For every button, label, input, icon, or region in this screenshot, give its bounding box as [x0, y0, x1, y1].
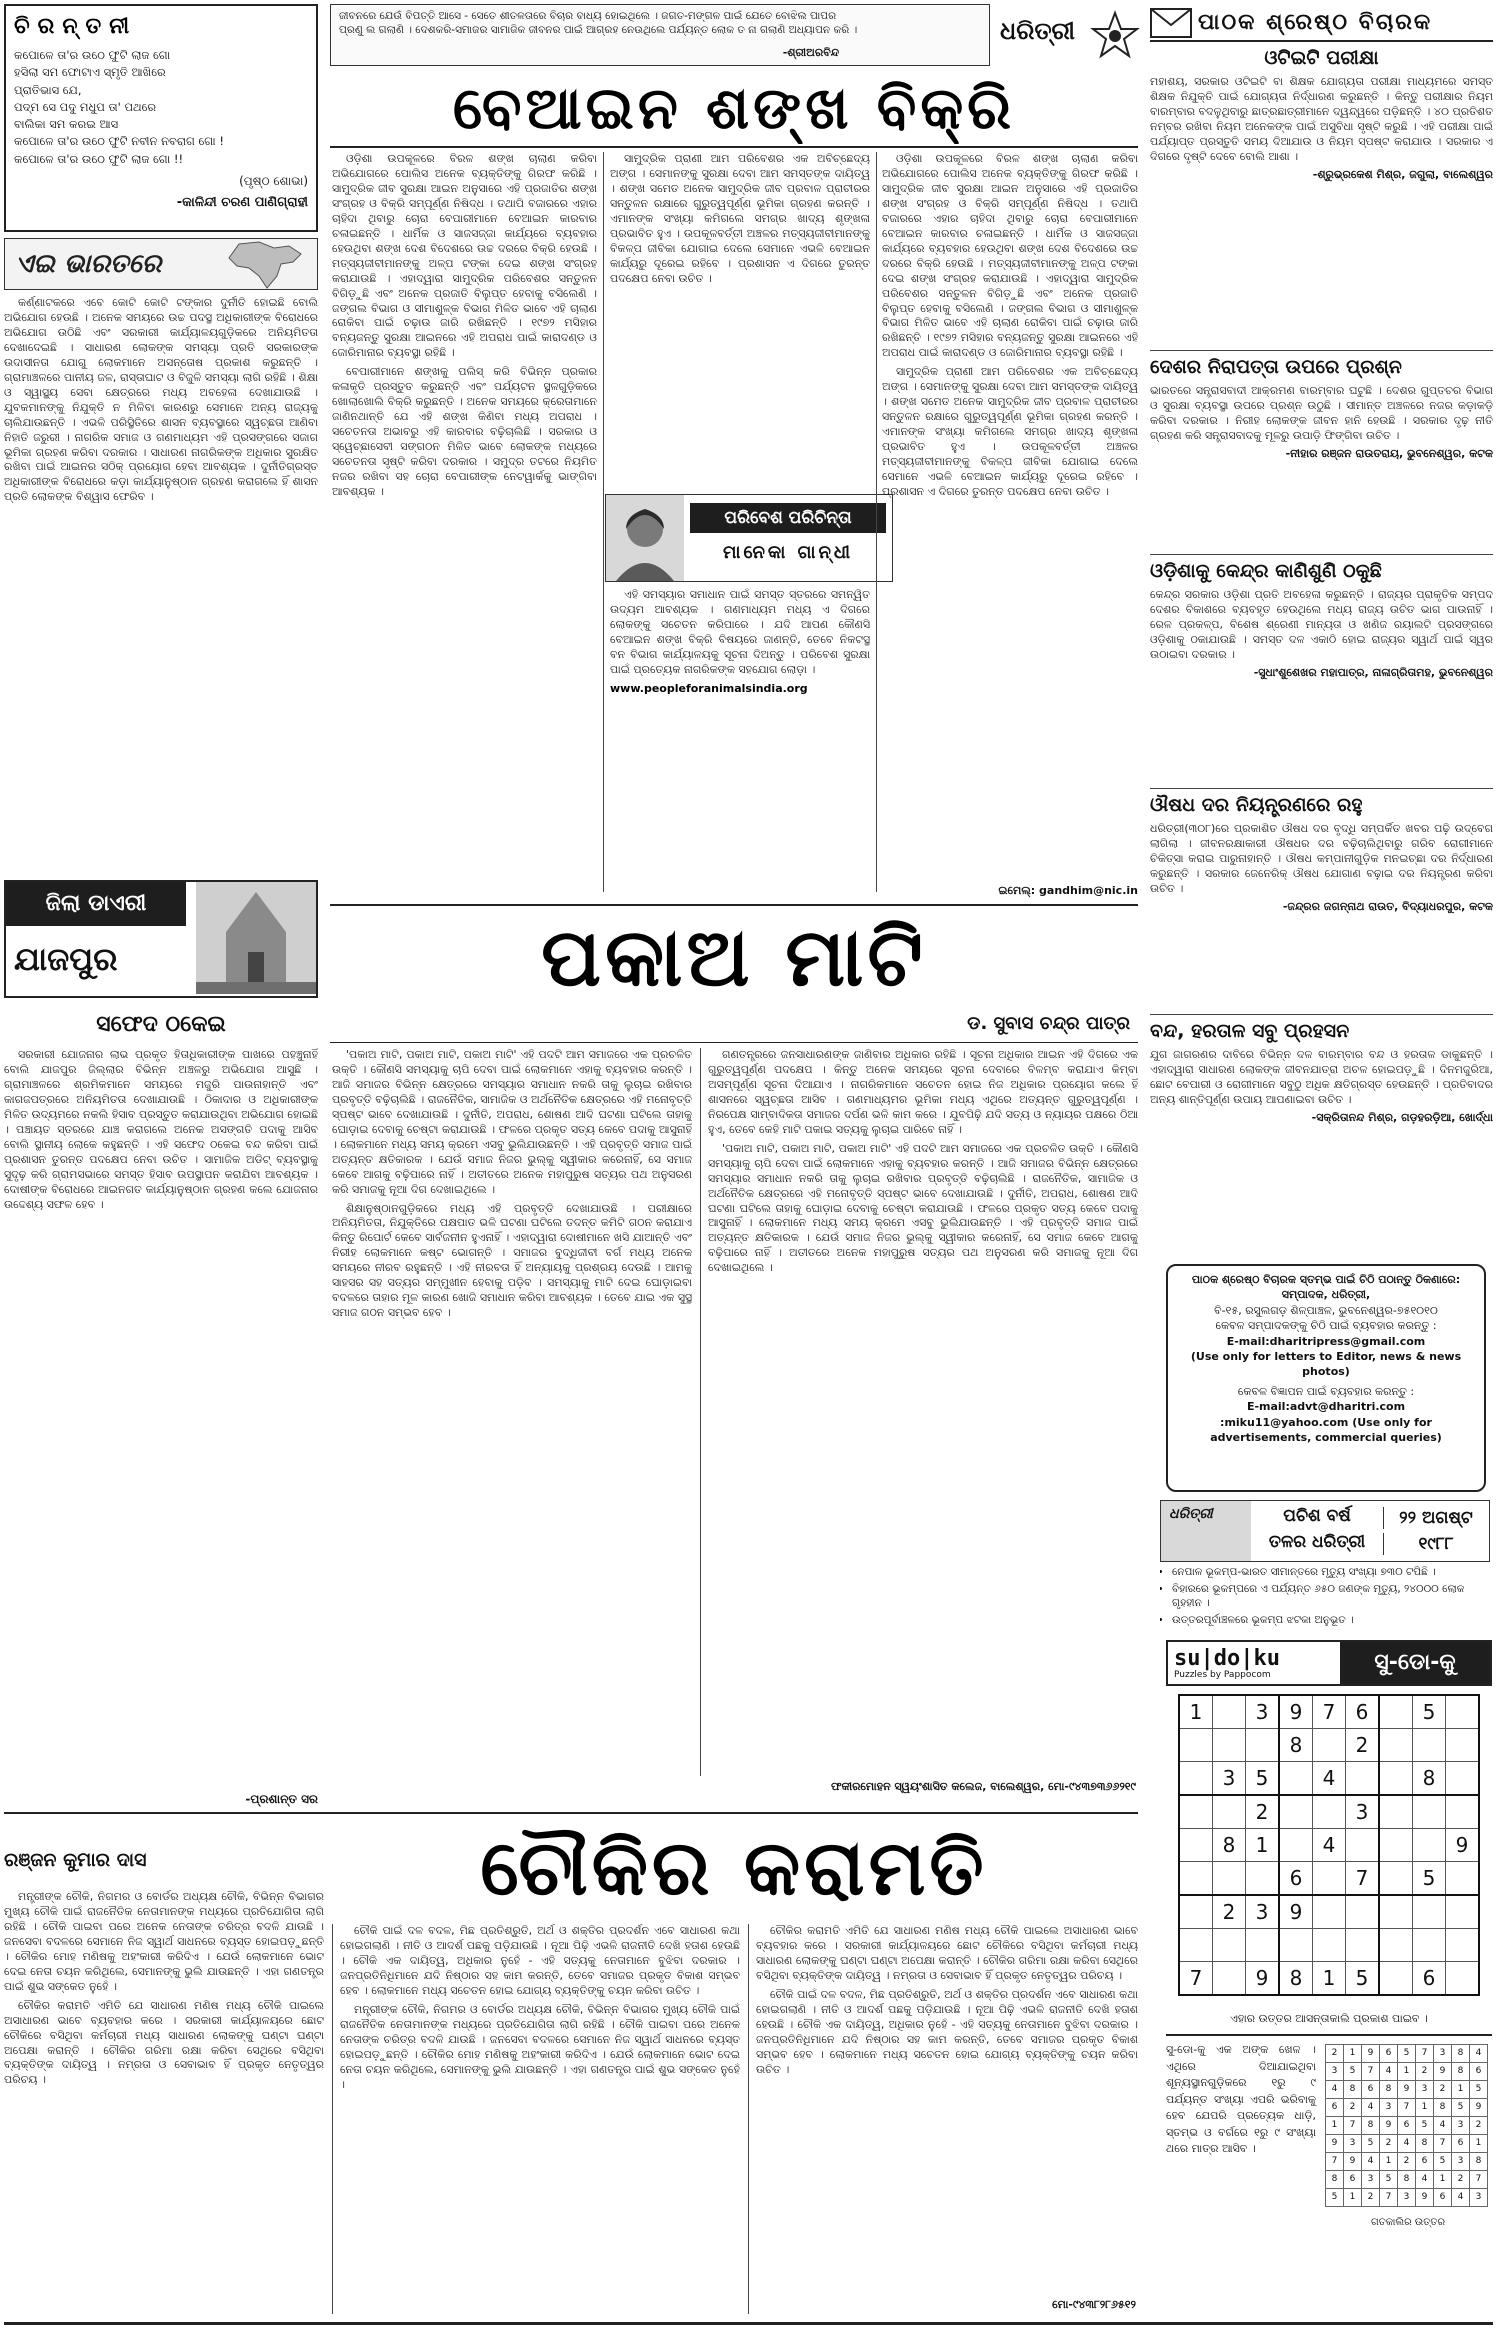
- solution-cell: 6: [1452, 2135, 1470, 2153]
- chirantani-title: ଚିରନ୍ତନୀ: [14, 14, 138, 39]
- solution-cell: 7: [1344, 2117, 1362, 2135]
- jilla-diary-box: [4, 880, 318, 998]
- solution-cell: 8: [1326, 2171, 1344, 2189]
- solution-cell: 5: [1398, 2045, 1416, 2063]
- archive-item: • ନେପାଳ ଭୂକମ୍ପ-ଭାରତ ସୀମାନ୍ତରେ ମୃତ୍ୟୁ ସଂଖ୍ୟା ୭୩୦ ଟପିଛି ।: [1172, 1566, 1490, 1580]
- chauki-divider-2: [748, 1924, 749, 2314]
- sudoku-cell[interactable]: 1: [1179, 1695, 1213, 1729]
- ebharat-header: [4, 238, 318, 290]
- solution-cell: 2: [1470, 2117, 1488, 2135]
- letter-1-author: -ଶ୍ରୁଭ୍ରକେଶ ମିଶ୍ର, ଜଗୁଲା, ବାଲେଶ୍ୱର: [1312, 167, 1493, 181]
- pakaa-col2: [708, 1048, 1138, 1776]
- sudoku-cell[interactable]: 8: [1213, 1829, 1246, 1862]
- sudoku-cell[interactable]: [1413, 1795, 1446, 1829]
- solution-cell: 3: [1452, 2153, 1470, 2171]
- solution-cell: 6: [1434, 2189, 1452, 2207]
- solution-cell: 9: [1470, 2099, 1488, 2117]
- sudoku-cell[interactable]: 6: [1346, 1695, 1380, 1729]
- solution-cell: 6: [1416, 2153, 1434, 2171]
- sudoku-cell[interactable]: [1346, 1829, 1380, 1862]
- page-bottom-rule: [4, 2322, 1493, 2325]
- columnist-name: ମାନେକା ଗାନ୍ଧୀ: [722, 542, 854, 563]
- lead-col2-lower: [610, 588, 870, 898]
- solution-cell: 9: [1380, 2117, 1398, 2135]
- contact-line5: କେବଳ ବିଜ୍ଞାପନ ପାଇଁ ବ୍ୟବହାର କରନ୍ତୁ :: [1237, 1384, 1415, 1398]
- sudoku-cell[interactable]: [1446, 1795, 1480, 1829]
- contact-box: [1166, 1264, 1486, 1492]
- solution-cell: 4: [1380, 2063, 1398, 2081]
- lead-col2b-text: ସାମୁଦ୍ରିକ ପ୍ରାଣୀ ଆମ ପରିବେଶର ଏକ ଅବିଚ୍ଛେଦ୍ୟ ଅଙ୍ଗ । ସେମାନଙ୍କୁ ସୁରକ୍ଷା ଦେବା ଆମ ସମସ୍ତଙ୍କ ଦାୟିତ୍ୱ । ଶଙ୍ଖ ସମେତ ଅନେକ ସାମୁଦ୍ରିକ ଜୀବ ପ୍ରବାଳ ପ୍ରାଚୀରର ସନ୍ତୁଳନ ରକ୍ଷାରେ ଗୁରୁତ୍ୱପୂର୍ଣ୍ଣ ଭୂମିକା ଗ୍ରହଣ କରନ୍ତି । ଏମାନଙ୍କ ସଂଖ୍ୟା କମିଗଲେ ସମଗ୍ର ଖାଦ୍ୟ ଶୃଙ୍ଖଳା ପ୍ରଭାବିତ ହୁଏ । ଉପକୂଳବର୍ତ୍ତୀ ଅଞ୍ଚଳର ମତ୍ସ୍ୟଜୀବୀମାନଙ୍କୁ ବିକଳ୍ପ ଜୀବିକା ଯୋଗାଇ ଦେଲେ ସେମାନେ ଏଭଳି ବେଆଇନ କାର୍ଯ୍ୟରୁ ଦୂରେଇ ରହିବେ । ପ୍ରଶାସନ ଏ ଦିଗରେ ତୁରନ୍ତ ପଦକ୍ଷେପ ନେବା ଉଚିତ ।: [610, 152, 870, 285]
- letter-5: [1150, 1014, 1493, 1258]
- sudoku-cell[interactable]: 3: [1246, 1895, 1280, 1929]
- sudoku-cell[interactable]: 6: [1413, 1962, 1446, 1996]
- sudoku-cell[interactable]: 3: [1346, 1795, 1380, 1829]
- sudoku-cell[interactable]: [1413, 1829, 1446, 1862]
- sudoku-cell[interactable]: [1213, 1795, 1246, 1829]
- sudoku-solution-grid: [1325, 2044, 1488, 2207]
- sudoku-cell[interactable]: 4: [1313, 1829, 1346, 1862]
- solution-cell: 3: [1434, 2045, 1452, 2063]
- archive-date2: ୧୯୮୮: [1383, 1533, 1488, 1555]
- contact-note1: (Use only for letters to Editor, news & news photos): [1190, 1349, 1462, 1379]
- sudoku-cell[interactable]: [1379, 1729, 1413, 1762]
- archive-list: [1160, 1566, 1490, 1634]
- sudoku-puzzle: [1166, 1694, 1492, 2008]
- lead-headline: ବେଆଇନ ଶଙ୍ଖ ବିକ୍ରି: [452, 74, 1016, 142]
- letter-2-author: -ନୀହାର ରଞ୍ଜନ ରାଉତରାୟ, ଭୁବନେଶ୍ୱର, କଟକ: [1285, 446, 1493, 460]
- letter-3: [1150, 554, 1493, 784]
- columnist-box: [605, 494, 893, 582]
- solution-cell: 5: [1362, 2135, 1380, 2153]
- solution-cell: 5: [1344, 2063, 1362, 2081]
- sudoku-cell[interactable]: [1213, 1929, 1246, 1962]
- solution-cell: 9: [1434, 2063, 1452, 2081]
- solution-cell: 9: [1398, 2081, 1416, 2099]
- sudoku-cell[interactable]: [1279, 1829, 1313, 1862]
- solution-cell: 8: [1470, 2153, 1488, 2171]
- sudoku-cell[interactable]: 8: [1413, 1762, 1446, 1796]
- solution-cell: 8: [1416, 2135, 1434, 2153]
- contact-line1: ପାଠକ ଶ୍ରେଷ୍ଠ ବିଚାରକ ସ୍ତମ୍ଭ ପାଇଁ ଚିଠି ପଠାନ୍ତୁ ଠିକଣାରେ:: [1191, 1273, 1461, 1286]
- sudoku-cell[interactable]: [1413, 1895, 1446, 1929]
- india-map-icon: [219, 240, 309, 290]
- archive-line1: ପଚିଶ ବର୍ଷ: [1283, 1506, 1351, 1526]
- solution-cell: 4: [1398, 2135, 1416, 2153]
- pakaa-col2-text: ଗଣତନ୍ତ୍ରରେ ଜନସାଧାରଣଙ୍କ ଜାଣିବାର ଅଧିକାର ରହିଛି । ସୂଚନା ଅଧିକାର ଆଇନ ଏହି ଦିଗରେ ଏକ ଗୁରୁତ୍ୱପୂର୍ଣ୍ଣ ପଦକ୍ଷେପ । କିନ୍ତୁ ଅନେକ ସମୟରେ ସୂଚନା ଦେବାରେ ବିଳମ୍ବ କରାଯାଏ କିମ୍ବା ଅସମ୍ପୂର୍ଣ୍ଣ ସୂଚନା ଦିଆଯାଏ । ନାଗରିକମାନେ ସଚେତନ ହୋଇ ନିଜ ଅଧିକାର ପ୍ରୟୋଗ କଲେ ହିଁ ଶାସନରେ ସ୍ୱଚ୍ଛତା ଆସିବ । ଗଣମାଧ୍ୟମର ଭୂମିକା ମଧ୍ୟ ଏଥିରେ ଅତ୍ୟନ୍ତ ଗୁରୁତ୍ୱପୂର୍ଣ୍ଣ । ନିରପେକ୍ଷ ସାମ୍ବାଦିକତା ସମାଜର ଦର୍ପଣ ଭଳି କାମ କରେ । ଯୁବପିଢ଼ି ଯଦି ସତ୍ୟ ଓ ନ୍ୟାୟର ପକ୍ଷରେ ଠିଆ ହୁଏ, ତେବେ କେହି ମାଟି ପକାଇ ସତ୍ୟକୁ ଲୁଚାଇ ପାରିବେ ନାହିଁ ।: [708, 1048, 1138, 1136]
- solution-cell: 6: [1326, 2099, 1344, 2117]
- solution-cell: 3: [1380, 2099, 1398, 2117]
- lead-col2: [610, 152, 870, 492]
- letters-header: [1150, 4, 1493, 42]
- solution-cell: 7: [1326, 2153, 1344, 2171]
- solution-cell: 7: [1398, 2099, 1416, 2117]
- letter-3-body: କେନ୍ଦ୍ର ସରକାର ଓଡ଼ିଶା ପ୍ରତି ଅବହେଳା କରୁଛନ୍ତି । ରାଜ୍ୟର ପ୍ରାକୃତିକ ସମ୍ପଦ ଦେଶର ବିକାଶରେ ବ୍ୟବହୃତ ହେଉଥିଲେ ମଧ୍ୟ ରାଜ୍ୟ ଉଚିତ ଭାଗ ପାଉନାହିଁ । ରେଳ ପ୍ରକଳ୍ପ, ବିଶେଷ ଶ୍ରେଣୀ ମାନ୍ୟତା ଓ ଖଣିଜ ରୟାଲଟି ପ୍ରସଙ୍ଗରେ ଓଡ଼ିଶାକୁ ଠକାଯାଉଛି । ସମସ୍ତ ଦଳ ଏକାଠି ହୋଇ ରାଜ୍ୟର ସ୍ୱାର୍ଥ ପାଇଁ ସ୍ୱର ଉଠାଇବା ଦରକାର ।: [1150, 588, 1493, 661]
- sudoku-brand: su|do|ku: [1174, 1646, 1280, 1671]
- pakaa-col1: [332, 1048, 692, 1776]
- solution-cell: 4: [1416, 2171, 1434, 2189]
- letters-title: ପାଠକ ଶ୍ରେଷ୍ଠ ବିଚାରକ: [1198, 10, 1433, 35]
- sudoku-cell[interactable]: [1346, 1895, 1380, 1929]
- sudoku-cell[interactable]: [1179, 1929, 1213, 1962]
- solution-cell: 7: [1362, 2063, 1380, 2081]
- solution-cell: 2: [1326, 2045, 1344, 2063]
- sudoku-cell[interactable]: [1213, 1862, 1246, 1896]
- solution-cell: 2: [1416, 2063, 1434, 2081]
- sudoku-cell[interactable]: [1179, 1729, 1213, 1762]
- jilla-headline: ସଫେଦ ଠକେଇ: [96, 1012, 226, 1037]
- solution-cell: 4: [1362, 2099, 1380, 2117]
- sudoku-rules: ସୁ-ଡୋ-କୁ ଏକ ଅଙ୍କ ଖେଳ । ଏଥିରେ ଦିଆଯାଇଥିବା ଶୂନ୍ୟସ୍ଥାନଗୁଡ଼ିକରେ ୧ରୁ ୯ ପର୍ଯ୍ୟନ୍ତ ସଂଖ୍ୟା ଏପରି ଭରିବାକୁ ହେବ ଯେପରି ପ୍ରତ୍ୟେକ ଧାଡ଼ି, ସ୍ତମ୍ଭ ଓ ବର୍ଗରେ ୧ରୁ ୯ ସଂଖ୍ୟା ଥରେ ମାତ୍ର ଆସିବ ।: [1166, 2043, 1316, 2155]
- sudoku-cell[interactable]: 4: [1313, 1762, 1346, 1796]
- solution-cell: 7: [1434, 2135, 1452, 2153]
- sudoku-credit: Puzzles by Pappocom: [1174, 1670, 1271, 1680]
- solution-cell: 8: [1434, 2099, 1452, 2117]
- sudoku-cell[interactable]: [1379, 1962, 1413, 1996]
- solution-cell: 6: [1470, 2063, 1488, 2081]
- ebharat-text: କର୍ଣ୍ଣାଟକରେ ଏବେ କୋଟି କୋଟି ଟଙ୍କାର ଦୁର୍ନୀତି ହୋଇଛି ବୋଲି ଅଭିଯୋଗ ହେଉଛି । ଅନେକ ସମୟରେ ଉଚ୍ଚ ପଦସ୍ଥ ଅଧିକାରୀଙ୍କ ବିରୋଧରେ ଅଭିଯୋଗ ଉଠିଛି ଏବଂ ସରକାରୀ କାର୍ଯ୍ୟାଳୟଗୁଡ଼ିକରେ ଅନିୟମିତତା ଦେଖାଦେଇଛି । ସାଧାରଣ ଲୋକଙ୍କ ସମସ୍ୟା ପ୍ରତି ସରକାରଙ୍କ ଉଦାସୀନତା ଯୋଗୁ ଲୋକମାନେ ଅସନ୍ତୋଷ ପ୍ରକାଶ କରୁଛନ୍ତି । ଗ୍ରାମାଞ୍ଚଳରେ ପାନୀୟ ଜଳ, ରାସ୍ତାଘାଟ ଓ ବିଜୁଳି ସମସ୍ୟା ଲାଗି ରହିଛି । ଶିକ୍ଷା ଓ ସ୍ୱାସ୍ଥ୍ୟ ସେବା କ୍ଷେତ୍ରରେ ମଧ୍ୟ ଅବହେଳା ଦେଖାଯାଉଛି । ଯୁବକମାନଙ୍କୁ ନିଯୁକ୍ତି ନ ମିଳିବା କାରଣରୁ ସେମାନେ ଅନ୍ୟ ରାଜ୍ୟକୁ ଚାଲିଯାଉଛନ୍ତି । ଏଭଳି ପରିସ୍ଥିତିରେ ଶାସନ ବ୍ୟବସ୍ଥାରେ ସ୍ୱଚ୍ଛତା ଆଣିବା ନିହାତି ଜରୁରୀ । ନାଗରିକ ସମାଜ ଓ ଗଣମାଧ୍ୟମ ଏହି ପ୍ରସଙ୍ଗରେ ସଜାଗ ଭୂମିକା ଗ୍ରହଣ କରିବା ଦରକାର । ସାଧାରଣ ନାଗରିକଙ୍କ ଅଧିକାର ସୁରକ୍ଷିତ ରଖିବା ପାଇଁ ଆଇନର ସଠିକ୍ ପ୍ରୟୋଗ ହେବା ଆବଶ୍ୟକ । ଦୁର୍ନୀତିଗ୍ରସ୍ତ ଅଧିକାରୀଙ୍କ ବିରୋଧରେ କଡ଼ା କାର୍ଯ୍ୟାନୁଷ୍ଠାନ ଗ୍ରହଣ କରାଗଲେ ହିଁ ଶାସନ ପ୍ରତି ଲୋକଙ୍କ ବିଶ୍ୱାସ ଫେରିବ ।: [4, 296, 318, 504]
- sudoku-cell[interactable]: [1413, 1929, 1446, 1962]
- solution-cell: 2: [1434, 2081, 1452, 2099]
- pakaa-col1b-text: ଶିକ୍ଷାନୁଷ୍ଠାନଗୁଡ଼ିକରେ ମଧ୍ୟ ଏହି ପ୍ରବୃତ୍ତି ଦେଖାଯାଉଛି । ପରୀକ୍ଷାରେ ଅନିୟମିତତା, ନିଯୁକ୍ତିରେ ପକ୍ଷପାତ ଭଳି ଘଟଣା ଘଟିଲେ ତଦନ୍ତ କମିଟି ଗଠନ କରାଯାଏ କିନ୍ତୁ ରିପୋର୍ଟ କେବେ ସାର୍ବଜନୀନ ହୁଏନାହିଁ । ଏହାଦ୍ୱାରା ଦୋଷୀମାନେ ଖସି ଯାଆନ୍ତି ଏବଂ ନିରୀହ ଲୋକମାନେ କଷ୍ଟ ଭୋଗନ୍ତି । ସମାଜର ବୁଦ୍ଧିଜୀବୀ ବର୍ଗ ମଧ୍ୟ ଅନେକ ସମୟରେ ନୀରବ ରହୁଛନ୍ତି । ଏହି ନୀରବତା ହିଁ ଅନ୍ୟାୟକୁ ପ୍ରଶ୍ରୟ ଦେଉଛି । ଆମକୁ ସାହସର ସହ ସତ୍ୟର ସମ୍ମୁଖୀନ ହେବାକୁ ପଡ଼ିବ । ସମସ୍ୟାକୁ ମାଟି ଦେଇ ଘୋଡ଼ାଇବା ବଦଳରେ ତାହାର ମୂଳ କାରଣ ଖୋଜି ସମାଧାନ କରିବା ଆବଶ୍ୟକ । ତେବେ ଯାଇ ଏକ ସୁସ୍ଥ ସମାଜ ଗଠନ ସମ୍ଭବ ହେବ ।: [332, 1201, 692, 1320]
- archive-logo: [1161, 1501, 1251, 1561]
- sudoku-cell[interactable]: [1413, 1729, 1446, 1762]
- solution-cell: 4: [1452, 2189, 1470, 2207]
- chauki-author: ରଞ୍ଜନ କୁମାର ଦାସ: [4, 1849, 147, 1871]
- temple-photo-icon: [196, 882, 316, 994]
- solution-cell: 9: [1362, 2045, 1380, 2063]
- chauki-col3b-text: ଚୌକି ପାଇଁ ଦଳ ବଦଳ, ମିଛ ପ୍ରତିଶ୍ରୁତି, ଅର୍ଥ ଓ ଶକ୍ତିର ପ୍ରଦର୍ଶନ ଏବେ ସାଧାରଣ କଥା ହୋଇଗଲାଣି । ନୀତି ଓ ଆଦର୍ଶ ପଛକୁ ପଡ଼ିଯାଉଛି । ନୂଆ ପିଢ଼ି ଏଭଳି ରାଜନୀତି ଦେଖି ହତାଶ ହେଉଛି । ଚୌକି ଏକ ଦାୟିତ୍ୱ, ଅଧିକାର ନୁହେଁ - ଏହି ସତ୍ୟକୁ ନେତାମାନେ ବୁଝିବା ଦରକାର । ଜନପ୍ରତିନିଧିମାନେ ଯଦି ନିଷ୍ଠାର ସହ କାମ କରନ୍ତି, ତେବେ ସମାଜର ପ୍ରକୃତ ବିକାଶ ସମ୍ଭବ ହେବ । ଲୋକମାନେ ମଧ୍ୟ ସଚେତନ ହୋଇ ଯୋଗ୍ୟ ବ୍ୟକ୍ତିଙ୍କୁ ଚୟନ କରିବା ଉଚିତ ।: [756, 1987, 1138, 2076]
- sudoku-cell[interactable]: [1379, 1829, 1413, 1862]
- solution-cell: 2: [1362, 2189, 1380, 2207]
- solution-cell: 1: [1326, 2117, 1344, 2135]
- letter-1: [1150, 46, 1493, 346]
- sudoku-cell[interactable]: [1379, 1895, 1413, 1929]
- solution-cell: 1: [1452, 2081, 1470, 2099]
- sudoku-cell[interactable]: [1179, 1895, 1213, 1929]
- contact-email-advt[interactable]: E-mail:advt@dharitri.com: [1246, 1400, 1406, 1414]
- sudoku-cell[interactable]: 7: [1346, 1862, 1380, 1896]
- contact-line2: ସମ୍ପାଦକ, ଧରିତ୍ରୀ,: [1281, 1288, 1371, 1302]
- sudoku-cell[interactable]: [1179, 1795, 1213, 1829]
- sudoku-answer-note: ଏହାର ଉତ୍ତର ଆସନ୍ତାକାଲି ପ୍ରକାଶ ପାଇବ ।: [1230, 2012, 1428, 2025]
- sudoku-cell[interactable]: [1313, 1795, 1346, 1829]
- sudoku-cell[interactable]: 9: [1446, 1829, 1480, 1862]
- solution-cell: 5: [1434, 2153, 1452, 2171]
- sudoku-cell[interactable]: [1279, 1929, 1313, 1962]
- lead-website[interactable]: www.peopleforanimalsindia.org: [610, 681, 808, 695]
- lead-col1: [332, 152, 597, 900]
- sudoku-cell[interactable]: 2: [1346, 1729, 1380, 1762]
- solution-cell: 5: [1380, 2171, 1398, 2189]
- letter-3-headline: ଓଡ଼ିଶାକୁ କେନ୍ଦ୍ର କାଣିଶୁଣି ଠକୁଛି: [1150, 560, 1382, 582]
- sudoku-prev-note: ଗତକାଲିର ଉତ୍ତର: [1370, 2217, 1446, 2228]
- solution-cell: 3: [1362, 2171, 1380, 2189]
- sudoku-cell[interactable]: [1213, 1729, 1246, 1762]
- top-quote-author: -ଶ୍ରୀଅରବିନ୍ଦ: [782, 46, 839, 60]
- sudoku-cell[interactable]: [1446, 1962, 1480, 1996]
- contact-email-yahoo[interactable]: :miku11@yahoo.com (Use only for: [1220, 1415, 1432, 1429]
- letter-4-author: -ଜନ୍ଦ୍ରର ଜଗନ୍ନାଥ ରାଉତ, ବିଦ୍ୟାଧରପୁର, କଟକ: [1282, 899, 1493, 913]
- solution-cell: 4: [1470, 2045, 1488, 2063]
- sudoku-cell[interactable]: 8: [1279, 1962, 1313, 1996]
- solution-cell: 3: [1416, 2081, 1434, 2099]
- solution-cell: 5: [1326, 2189, 1344, 2207]
- pakaa-author-rule: [330, 1042, 1138, 1043]
- chirantani-author: -କାଳିନ୍ଦୀ ଚରଣ ପାଣିଗ୍ରାହୀ: [176, 194, 308, 210]
- letter-1-body: ମହାଶୟ, ସରକାର ଓଟିଇଟି ବା ଶିକ୍ଷକ ଯୋଗ୍ୟତା ପରୀକ୍ଷା ମାଧ୍ୟମରେ ସମସ୍ତ ଶିକ୍ଷକ ନିଯୁକ୍ତି ପାଇଁ ଯୋଗ୍ୟତା ନିର୍ଦ୍ଧାରଣ କରୁଛନ୍ତି । କିନ୍ତୁ ପରୀକ୍ଷାର ନିୟମ ବାରମ୍ବାର ବଦଳୁଥିବାରୁ ଛାତ୍ରଛାତ୍ରୀମାନେ ଦ୍ୱନ୍ଦ୍ୱରେ ପଡ଼ିଛନ୍ତି । ୪୦ ପ୍ରତିଶତ ନମ୍ବର ରଖିବା ନିୟମ ଅନେକଙ୍କ ପାଇଁ ଅସୁବିଧା ସୃଷ୍ଟି କରୁଛି । ଏହି ପରୀକ୍ଷା ପାଇଁ ପର୍ଯ୍ୟାପ୍ତ ପ୍ରସ୍ତୁତି ସମୟ ଦିଆଯାଉ ଓ ନିୟମ ସ୍ପଷ୍ଟ କରାଯାଉ । ସରକାର ଏ ଦିଗରେ ଦୃଷ୍ଟି ଦେବେ ବୋଲି ଆଶା ।: [1150, 75, 1493, 163]
- letter-2-headline: ଦେଶର ନିରାପତ୍ତା ଉପରେ ପ୍ରଶ୍ନ: [1150, 356, 1402, 378]
- sudoku-cell[interactable]: 9: [1279, 1895, 1313, 1929]
- solution-cell: 8: [1362, 2117, 1380, 2135]
- solution-cell: 3: [1398, 2189, 1416, 2207]
- solution-cell: 8: [1344, 2081, 1362, 2099]
- lead-col1-repeat: ଓଡ଼ିଶା ଉପକୂଳରେ ବିରଳ ଶଙ୍ଖ ଚାଲାଣ କରିବା ଅଭିଯୋଗରେ ପୋଲିସ ଅନେକ ବ୍ୟକ୍ତିଙ୍କୁ ଗିରଫ କରିଛି । ସାମୁଦ୍ରିକ ଜୀବ ସୁରକ୍ଷା ଆଇନ ଅନୁସାରେ ଏହି ପ୍ରଜାତିର ଶଙ୍ଖ ସଂଗ୍ରହ ଓ ବିକ୍ରି ସମ୍ପୂର୍ଣ୍ଣ ନିଷିଦ୍ଧ । ତଥାପି ବଜାରରେ ଏହାର ଚାହିଦା ଥିବାରୁ ଚୋରା ବେପାରୀମାନେ ବେଆଇନ କାରବାର ଚଳାଇଛନ୍ତି । ଧାର୍ମିକ ଓ ସାଜସଜ୍ଜା କାର୍ଯ୍ୟରେ ବ୍ୟବହାର ହେଉଥିବା ଶଙ୍ଖ ଦେଶ ବିଦେଶରେ ଉଚ୍ଚ ଦରରେ ବିକ୍ରି ହେଉଛି । ମତ୍ସ୍ୟଜୀବୀମାନଙ୍କୁ ଅଳ୍ପ ଟଙ୍କା ଦେଇ ଶଙ୍ଖ ସଂଗ୍ରହ କରାଯାଉଛି । ଏହାଦ୍ୱାରା ସାମୁଦ୍ରିକ ପରିବେଶର ସନ୍ତୁଳନ ବିଗିଡ଼ୁଛି ଏବଂ ଅନେକ ପ୍ରଜାତି ବିଲୁପ୍ତ ହେବାକୁ ବସିଲେଣି । ଜଙ୍ଗଲ ବିଭାଗ ଓ ସୀମାଶୁଳ୍କ ବିଭାଗ ମିଳିତ ଭାବେ ଏହି ଚାଲାଣ ରୋକିବା ପାଇଁ ଚଢ଼ାଉ ଜାରି ରଖିଛନ୍ତି । ୧୯୭୨ ମସିହାର ବନ୍ୟଜନ୍ତୁ ସୁରକ୍ଷା ଆଇନରେ ଏହି ଅପରାଧ ପାଇଁ କାରାଦଣ୍ଡ ଓ ଜୋରିମାନାର ବ୍ୟବସ୍ଥା ରହିଛି ।: [882, 152, 1138, 360]
- sudoku-grid[interactable]: [1178, 1694, 1480, 1996]
- pakaa-author: ଡ. ସୁବାସ ଚନ୍ଦ୍ର ପାତ୍ର: [967, 1013, 1130, 1034]
- pakaa-headline: ପକାଅ ମାଟି: [541, 911, 927, 1004]
- contact-line4: କେବଳ ସମ୍ପାଦକଙ୍କୁ ଚିଠି ପାଇଁ ବ୍ୟବହାର କରନ୍ତୁ :: [1215, 1319, 1437, 1333]
- sudoku-cell[interactable]: 3: [1213, 1762, 1246, 1796]
- envelope-icon: [1150, 8, 1192, 38]
- solution-cell: 3: [1326, 2063, 1344, 2081]
- lead-rule: [330, 146, 1138, 148]
- sudoku-cell[interactable]: [1313, 1929, 1346, 1962]
- pakaa-col2b-text: 'ପକାଅ ମାଟି, ପକାଅ ମାଟି, ପକାଅ ମାଟି' ଏହି ପଦଟି ଆମ ସମାଜରେ ଏକ ପ୍ରଚଳିତ ଉକ୍ତି । କୌଣସି ସମସ୍ୟାକୁ ଚାପି ଦେବା ପାଇଁ ଲୋକମାନେ ଏହାକୁ ବ୍ୟବହାର କରନ୍ତି । ଆଜି ସମାଜର ବିଭିନ୍ନ କ୍ଷେତ୍ରରେ ସମସ୍ୟାର ସମାଧାନ ନକରି ତାକୁ ଲୁଚାଇ ରଖିବାର ପ୍ରବୃତ୍ତି ବଢ଼ିଚାଲିଛି । ରାଜନୈତିକ, ସାମାଜିକ ଓ ଅର୍ଥନୈତିକ କ୍ଷେତ୍ରରେ ଏହି ମନୋବୃତ୍ତି ସ୍ପଷ୍ଟ ଭାବେ ଦେଖାଯାଉଛି । ଦୁର୍ନୀତି, ଅପରାଧ, ଶୋଷଣ ଆଦି ଘଟଣା ଘଟିଲେ ତାହାକୁ ଘୋଡ଼ାଇ ଦେବାକୁ ଚେଷ୍ଟା କରାଯାଉଛି । ଫଳରେ ପ୍ରକୃତ ସତ୍ୟ କେବେ ପଦାକୁ ଆସୁନାହିଁ । ଲୋକମାନେ ମଧ୍ୟ ସମୟ କ୍ରମେ ଏସବୁ ଭୁଲିଯାଉଛନ୍ତି । ଏହି ପ୍ରବୃତ୍ତି ସମାଜ ପାଇଁ ଅତ୍ୟନ୍ତ କ୍ଷତିକାରକ । ଯେଉଁ ସମାଜ ନିଜର ଭୁଲ୍‌କୁ ସ୍ୱୀକାର କରେନାହିଁ, ସେ ସମାଜ କେବେ ଆଗକୁ ବଢ଼ିପାରେ ନାହିଁ । ଅତୀତରେ ଅନେକ ମହାପୁରୁଷ ସତ୍ୟର ପଥ ଅନୁସରଣ କରି ସମାଜକୁ ନୂଆ ଦିଗ ଦେଖାଇଥିଲେ ।: [708, 1141, 1138, 1275]
- letter-4: [1150, 788, 1493, 1010]
- sudoku-cell[interactable]: [1379, 1862, 1413, 1896]
- archive-item: • ଉତ୍ତରପୂର୍ବାଞ୍ଚଳରେ ଭୂକମ୍ପ ଝଟକା ଅନୁଭୂତ ।: [1172, 1614, 1490, 1628]
- solution-cell: 8: [1452, 2063, 1470, 2081]
- sudoku-cell[interactable]: 5: [1413, 1862, 1446, 1896]
- archive-box: [1160, 1500, 1490, 1562]
- chirantani-poem: କପୋଳେ ତା'ର ଉଠେ ଫୁଟି ଲାଜ ଗୋ ହସିଲା ସମ ଫୋଟାଏ ସ୍ମୃତି ଆଖିରେ ପ୍ରାତିଭାସ ଯେ, ପଦ୍ମ ସେ ପଦୁ ମଧୁପ ତା' ପଥରେ ବାଲିକା ସମ କରଇ ଆସ କପୋଳେ ତା'ର ଉଠେ ଫୁଟି ନବୀନ ନବରାଗ ଗୋ ! କପୋଳେ ତା'ର ଉଠେ ଫୁଟି ଲାଜ ଗୋ !!: [14, 48, 224, 166]
- lead-col2-text: ବେପାରୀମାନେ ଶଙ୍ଖକୁ ପଲିସ୍ କରି ବିଭିନ୍ନ ପ୍ରକାର କଳାକୃତି ପ୍ରସ୍ତୁତ କରୁଛନ୍ତି ଏବଂ ପର୍ଯ୍ୟଟନ ସ୍ଥଳଗୁଡ଼ିକରେ ଖୋଲାଖୋଲି ବିକ୍ରି କରୁଛନ୍ତି । ଅନେକ ସମୟରେ କ୍ରେତାମାନେ ଜାଣିନଥାନ୍ତି ଯେ ଏହି ଶଙ୍ଖ କିଣିବା ମଧ୍ୟ ଅପରାଧ । ସଚେତନତା ଅଭାବରୁ ଏହି କାରବାର ବଢ଼ିଚାଲିଛି । ସରକାର ଓ ସ୍ୱେଚ୍ଛାସେବୀ ସଙ୍ଗଠନ ମିଳିତ ଭାବେ ଲୋକଙ୍କ ମଧ୍ୟରେ ସଚେତନତା ସୃଷ୍ଟି କରିବା ଦରକାର । ସମୁଦ୍ର ତଟରେ ନିୟମିତ ନଜର ରଖିବା ସହ ଚୋରା ବେପାରୀଙ୍କ ନେଟୱାର୍କକୁ ଭାଙ୍ଗିବା ଆବଶ୍ୟକ ।: [332, 365, 597, 498]
- sudoku-cell[interactable]: [1313, 1895, 1346, 1929]
- letter-2: [1150, 350, 1493, 550]
- sudoku-cell[interactable]: [1313, 1729, 1346, 1762]
- solution-cell: 1: [1380, 2153, 1398, 2171]
- archive-item: • ବିହାରରେ ଭୂକମ୍ପରେ ଏ ପର୍ଯ୍ୟନ୍ତ ୬୫୦ ଜଣଙ୍କ ମୃତ୍ୟୁ, ୨୪୦୦୦ ଲୋକ ଗୃହହୀନ ।: [1172, 1583, 1490, 1611]
- top-quote-text: ଜୀବନରେ ଯେଉଁ ବିପତ୍ତି ଆସେ - ସେତେ ଶୀତଳତାରେ ବିଚାର ବାଧ୍ୟ ହୋଇଥିଲେ । ଜଗତ-ମଙ୍ଗଳ ପାଇଁ ଯେତେ ବୋଝିଲ ପାପର ପ୍ରଣୁ ଲ ଗଲାଣି । ଦେଶକରି-ସମାଜର ସାମାଜିକ ଜୀବନର ପାଇଁ ଆଗ୍ରହ ନେଉଥିଲେ ପର୍ଯ୍ୟନ୍ତ ଲୋକ ତ ନା ଗଲାଣି ଅଧ୍ୟାପନ କରି ।: [339, 10, 858, 37]
- sudoku-cell[interactable]: [1446, 1895, 1480, 1929]
- solution-cell: 5: [1452, 2099, 1470, 2117]
- archive-date1: ୨୨ ଅଗଷ୍ଟ: [1383, 1507, 1488, 1529]
- solution-cell: 7: [1416, 2045, 1434, 2063]
- chauki-col1-text: ମନ୍ତ୍ରୀଙ୍କ ଚୌକି, ନିଗମର ଓ ବୋର୍ଡର ଅଧ୍ୟକ୍ଷ ଚୌକି, ବିଭିନ୍ନ ବିଭାଗର ମୁଖ୍ୟ ଚୌକି ପାଇଁ ରାଜନୈତିକ ନେତାମାନଙ୍କ ମଧ୍ୟରେ ପ୍ରତିଯୋଗିତା ଲାଗି ରହିଛି । ଚୌକି ପାଇବା ପରେ ଅନେକ ନେତାଙ୍କ ଚରିତ୍ର ବଦଳି ଯାଉଛି । ଜନସେବା ବଦଳରେ ସେମାନେ ନିଜ ସ୍ୱାର୍ଥ ସାଧନରେ ବ୍ୟସ୍ତ ହୋଇପଡ଼ୁଛନ୍ତି । ଚୌକିର ମୋହ ମଣିଷକୁ ଅହଂକାରୀ କରିଦିଏ । ଯେଉଁ ଲୋକମାନେ ଭୋଟ ଦେଇ ନେତା ଚୟନ କରିଥିଲେ, ସେମାନଙ୍କୁ ଭୁଲି ଯାଉଛନ୍ତି । ଏହା ଗଣତନ୍ତ୍ର ପାଇଁ ଶୁଭ ସଙ୍କେତ ନୁହେଁ ।: [4, 1890, 324, 1993]
- sudoku-cell[interactable]: [1446, 1729, 1480, 1762]
- letter-1-headline: ଓଟିଇଟି ପରୀକ୍ଷା: [1264, 47, 1379, 69]
- letter-5-body: ଯୁଗ ଜାଗରଣର ଦାବିରେ ବିଭିନ୍ନ ଦଳ ବାରମ୍ବାର ବନ୍ଦ ଓ ହରତାଳ ଡାକୁଛନ୍ତି । ଏହାଦ୍ୱାରା ସାଧାରଣ ଲୋକଙ୍କ ଜୀବନଯାତ୍ରା ଅଚଳ ହୋଇପଡ଼ୁଛି । ଦିନମଜୁରିଆ, ଛୋଟ ବେପାରୀ ଓ ରୋଗୀମାନେ ସବୁଠୁ ଅଧିକ କ୍ଷତିଗ୍ରସ୍ତ ହେଉଛନ୍ତି । ପ୍ରତିବାଦର ଅନ୍ୟ ଶାନ୍ତିପୂର୍ଣ୍ଣ ଉପାୟ ଆପଣାଇବା ଉଚିତ ।: [1150, 1048, 1493, 1106]
- sudoku-cell[interactable]: 9: [1246, 1962, 1280, 1996]
- solution-cell: 6: [1362, 2081, 1380, 2099]
- sudoku-cell[interactable]: [1246, 1729, 1280, 1762]
- solution-cell: 5: [1416, 2117, 1434, 2135]
- solution-cell: 6: [1344, 2171, 1362, 2189]
- lead-divider-2: [876, 152, 877, 892]
- solution-cell: 1: [1470, 2135, 1488, 2153]
- contact-email-editor[interactable]: E-mail:dharitripress@gmail.com: [1226, 1334, 1426, 1348]
- sudoku-cell[interactable]: [1379, 1762, 1413, 1796]
- sudoku-cell[interactable]: [1179, 1762, 1213, 1796]
- chauki-footer: ମୋ-୯୪୩୮୨୮୬୫୧୨: [1052, 2298, 1136, 2311]
- solution-cell: 6: [1380, 2045, 1398, 2063]
- chauki-col2-text: ଚୌକି ପାଇଁ ଦଳ ବଦଳ, ମିଛ ପ୍ରତିଶ୍ରୁତି, ଅର୍ଥ ଓ ଶକ୍ତିର ପ୍ରଦର୍ଶନ ଏବେ ସାଧାରଣ କଥା ହୋଇଗଲାଣି । ନୀତି ଓ ଆଦର୍ଶ ପଛକୁ ପଡ଼ିଯାଉଛି । ନୂଆ ପିଢ଼ି ଏଭଳି ରାଜନୀତି ଦେଖି ହତାଶ ହେଉଛି । ଚୌକି ଏକ ଦାୟିତ୍ୱ, ଅଧିକାର ନୁହେଁ - ଏହି ସତ୍ୟକୁ ନେତାମାନେ ବୁଝିବା ଦରକାର । ଜନପ୍ରତିନିଧିମାନେ ଯଦି ନିଷ୍ଠାର ସହ କାମ କରନ୍ତି, ତେବେ ସମାଜର ପ୍ରକୃତ ବିକାଶ ସମ୍ଭବ ହେବ । ଲୋକମାନେ ମଧ୍ୟ ସଚେତନ ହୋଇ ଯୋଗ୍ୟ ବ୍ୟକ୍ତିଙ୍କୁ ଚୟନ କରିବା ଉଚିତ ।: [340, 1924, 740, 1997]
- sudoku-cell[interactable]: [1346, 1929, 1380, 1962]
- sudoku-cell[interactable]: [1379, 1695, 1413, 1729]
- lead-divider-1: [603, 152, 604, 892]
- chirantani-box: [4, 4, 318, 232]
- sudoku-cell[interactable]: [1446, 1929, 1480, 1962]
- sudoku-cell[interactable]: [1246, 1929, 1280, 1962]
- chauki-divider-1: [332, 1924, 333, 2314]
- dharitri-logo: [994, 4, 1144, 66]
- solution-cell: 9: [1416, 2189, 1434, 2207]
- solution-cell: 8: [1380, 2081, 1398, 2099]
- contact-line3: ବି-୧୫, ରସୁଲଗଡ଼ ଶିଳ୍ପାଞ୍ଚଳ, ଭୁବନେଶ୍ୱର-୭୫୧୦୧୦: [1214, 1303, 1438, 1317]
- sudoku-cell[interactable]: [1446, 1762, 1480, 1796]
- letter-5-author: -ସକ୍ରିତାନନ୍ଦ ମିଶ୍ର, ଗଡ଼ହରଡ଼ିଆ, ଖୋର୍ଦ୍ଧା: [1311, 1110, 1493, 1124]
- columnist-label: ପରିବେଶ ପରିଚିନ୍ତା: [690, 503, 886, 533]
- sudoku-cell[interactable]: 3: [1246, 1695, 1280, 1729]
- letter-2-body: ଭାରତରେ ସନ୍ତ୍ରାସବାଦୀ ଆକ୍ରମଣ ବାରମ୍ବାର ଘଟୁଛି । ଦେଶର ଗୁପ୍ତଚର ବିଭାଗ ଓ ସୁରକ୍ଷା ବ୍ୟବସ୍ଥା ଉପରେ ପ୍ରଶ୍ନ ଉଠୁଛି । ସୀମାନ୍ତ ଅଞ୍ଚଳରେ ନଜର କଡ଼ାକଡ଼ି କରିବା ଦରକାର । ନିରୀହ ଲୋକଙ୍କ ଜୀବନ ହାନି ହେଉଛି । ସରକାର ଦୃଢ଼ ନୀତି ଗ୍ରହଣ କରି ସନ୍ତ୍ରାସବାଦକୁ ମୂଳରୁ ଉପାଡ଼ି ଫିଙ୍ଗିବା ଉଚିତ ।: [1150, 384, 1493, 442]
- jilla-label: ଜିଲା ଡାଏରୀ: [6, 882, 186, 926]
- section-rule-2: [4, 1812, 1138, 1814]
- sudoku-cell[interactable]: [1179, 1829, 1213, 1862]
- sudoku-cell[interactable]: 6: [1279, 1862, 1313, 1896]
- solution-cell: 1: [1344, 2045, 1362, 2063]
- sudoku-cell[interactable]: [1346, 1762, 1380, 1796]
- solution-cell: 7: [1380, 2189, 1398, 2207]
- jilla-district: ଯାଜପୁର: [14, 940, 118, 978]
- ebharat-body: [4, 296, 318, 876]
- lead-col3-repeat: ସାମୁଦ୍ରିକ ପ୍ରାଣୀ ଆମ ପରିବେଶର ଏକ ଅବିଚ୍ଛେଦ୍ୟ ଅଙ୍ଗ । ସେମାନଙ୍କୁ ସୁରକ୍ଷା ଦେବା ଆମ ସମସ୍ତଙ୍କ ଦାୟିତ୍ୱ । ଶଙ୍ଖ ସମେତ ଅନେକ ସାମୁଦ୍ରିକ ଜୀବ ପ୍ରବାଳ ପ୍ରାଚୀରର ସନ୍ତୁଳନ ରକ୍ଷାରେ ଗୁରୁତ୍ୱପୂର୍ଣ୍ଣ ଭୂମିକା ଗ୍ରହଣ କରନ୍ତି । ଏମାନଙ୍କ ସଂଖ୍ୟା କମିଗଲେ ସମଗ୍ର ଖାଦ୍ୟ ଶୃଙ୍ଖଳା ପ୍ରଭାବିତ ହୁଏ । ଉପକୂଳବର୍ତ୍ତୀ ଅଞ୍ଚଳର ମତ୍ସ୍ୟଜୀବୀମାନଙ୍କୁ ବିକଳ୍ପ ଜୀବିକା ଯୋଗାଇ ଦେଲେ ସେମାନେ ଏଭଳି ବେଆଇନ କାର୍ଯ୍ୟରୁ ଦୂରେଇ ରହିବେ । ପ୍ରଶାସନ ଏ ଦିଗରେ ତୁରନ୍ତ ପଦକ୍ଷେପ ନେବା ଉଚିତ ।: [882, 365, 1138, 498]
- solution-cell: 4: [1434, 2117, 1452, 2135]
- sudoku-cell[interactable]: 5: [1246, 1762, 1280, 1796]
- pakaa-divider: [700, 1048, 701, 1776]
- solution-cell: 6: [1398, 2117, 1416, 2135]
- archive-line2: ତଳର ଧରିତ୍ରୀ: [1268, 1532, 1366, 1552]
- columnist-photo-icon: [606, 495, 684, 581]
- solution-cell: 2: [1452, 2171, 1470, 2189]
- solution-cell: 5: [1470, 2081, 1488, 2099]
- top-quote-box: [330, 4, 990, 66]
- lead-col1-text: ଓଡ଼ିଶା ଉପକୂଳରେ ବିରଳ ଶଙ୍ଖ ଚାଲାଣ କରିବା ଅଭିଯୋଗରେ ପୋଲିସ ଅନେକ ବ୍ୟକ୍ତିଙ୍କୁ ଗିରଫ କରିଛି । ସାମୁଦ୍ରିକ ଜୀବ ସୁରକ୍ଷା ଆଇନ ଅନୁସାରେ ଏହି ପ୍ରଜାତିର ଶଙ୍ଖ ସଂଗ୍ରହ ଓ ବିକ୍ରି ସମ୍ପୂର୍ଣ୍ଣ ନିଷିଦ୍ଧ । ତଥାପି ବଜାରରେ ଏହାର ଚାହିଦା ଥିବାରୁ ଚୋରା ବେପାରୀମାନେ ବେଆଇନ କାରବାର ଚଳାଇଛନ୍ତି । ଧାର୍ମିକ ଓ ସାଜସଜ୍ଜା କାର୍ଯ୍ୟରେ ବ୍ୟବହାର ହେଉଥିବା ଶଙ୍ଖ ଦେଶ ବିଦେଶରେ ଉଚ୍ଚ ଦରରେ ବିକ୍ରି ହେଉଛି । ମତ୍ସ୍ୟଜୀବୀମାନଙ୍କୁ ଅଳ୍ପ ଟଙ୍କା ଦେଇ ଶଙ୍ଖ ସଂଗ୍ରହ କରାଯାଉଛି । ଏହାଦ୍ୱାରା ସାମୁଦ୍ରିକ ପରିବେଶର ସନ୍ତୁଳନ ବିଗିଡ଼ୁଛି ଏବଂ ଅନେକ ପ୍ରଜାତି ବିଲୁପ୍ତ ହେବାକୁ ବସିଲେଣି । ଜଙ୍ଗଲ ବିଭାଗ ଓ ସୀମାଶୁଳ୍କ ବିଭାଗ ମିଳିତ ଭାବେ ଏହି ଚାଲାଣ ରୋକିବା ପାଇଁ ଚଢ଼ାଉ ଜାରି ରଖିଛନ୍ତି । ୧୯୭୨ ମସିହାର ବନ୍ୟଜନ୍ତୁ ସୁରକ୍ଷା ଆଇନରେ ଏହି ଅପରାଧ ପାଇଁ କାରାଦଣ୍ଡ ଓ ଜୋରିମାନାର ବ୍ୟବସ୍ଥା ରହିଛି ।: [332, 152, 597, 360]
- sudoku-cell[interactable]: [1179, 1862, 1213, 1896]
- sudoku-header: [1166, 1640, 1492, 1686]
- chauki-col3-text: ଚୌକିର କରାମତି ଏମିତି ଯେ ସାଧାରଣ ମଣିଷ ମଧ୍ୟ ଚୌକି ପାଇଲେ ଅସାଧାରଣ ଭାବେ ବ୍ୟବହାର କରେ । ସରକାରୀ କାର୍ଯ୍ୟାଳୟରେ ଛୋଟ ଚୌକିରେ ବସିଥିବା କର୍ମଚାରୀ ମଧ୍ୟ ସାଧାରଣ ଲୋକଙ୍କୁ ଘଣ୍ଟା ଘଣ୍ଟା ଅପେକ୍ଷା କରାନ୍ତି । ଚୌକିର ଗରିମା ରକ୍ଷା କରିବା ସେଥିରେ ବସିଥିବା ବ୍ୟକ୍ତିଙ୍କ ଦାୟିତ୍ୱ । ନମ୍ରତା ଓ ସେବାଭାବ ହିଁ ପ୍ରକୃତ ନେତୃତ୍ୱର ପରିଚୟ ।: [756, 1924, 1138, 1982]
- sudoku-cell[interactable]: 1: [1313, 1962, 1346, 1996]
- sudoku-title: ସୁ-ଡୋ-କୁ: [1340, 1642, 1490, 1684]
- sudoku-cell[interactable]: 5: [1413, 1695, 1446, 1729]
- sudoku-cell[interactable]: 8: [1279, 1729, 1313, 1762]
- chirantani-source: (ପୃଷ୍ଠ ଶୋଭା): [239, 173, 308, 188]
- solution-cell: 1: [1398, 2063, 1416, 2081]
- sudoku-cell[interactable]: [1279, 1795, 1313, 1829]
- solution-cell: 2: [1344, 2099, 1362, 2117]
- jilla-body: [4, 1048, 318, 1788]
- star-emblem-icon: [1090, 10, 1140, 60]
- sudoku-rules-box: [1166, 2034, 1492, 2294]
- lead-col3b-text: ଏହି ସମସ୍ୟାର ସମାଧାନ ପାଇଁ ସମସ୍ତ ସ୍ତରରେ ସମନ୍ୱିତ ଉଦ୍ୟମ ଆବଶ୍ୟକ । ଗଣମାଧ୍ୟମ ମଧ୍ୟ ଏ ଦିଗରେ ଲୋକଙ୍କୁ ସଚେତନ କରିପାରେ । ଯଦି ଆପଣ କୌଣସି ବେଆଇନ ଶଙ୍ଖ ବିକ୍ରି ବିଷୟରେ ଜାଣନ୍ତି, ତେବେ ନିକଟସ୍ଥ ବନ ବିଭାଗ କାର୍ଯ୍ୟାଳୟକୁ ସୂଚନା ଦିଅନ୍ତୁ । ପରିବେଶ ସୁରକ୍ଷା ପାଇଁ ପ୍ରତ୍ୟେକ ନାଗରିକଙ୍କ ସହଯୋଗ ଲୋଡ଼ା ।: [610, 588, 870, 676]
- chauki-col1: [4, 1890, 324, 2310]
- archive-brand: ଧରିତ୍ରୀ: [1169, 1506, 1213, 1522]
- jilla-author: -ପ୍ରଶାନ୍ତ ସର: [245, 1792, 318, 1806]
- letter-4-headline: ଔଷଧ ଦର ନିୟନ୍ତ୍ରଣରେ ରହୁ: [1150, 794, 1363, 816]
- sudoku-cell[interactable]: [1446, 1862, 1480, 1896]
- solution-cell: 2: [1398, 2153, 1416, 2171]
- solution-cell: 2: [1380, 2135, 1398, 2153]
- solution-cell: 7: [1470, 2171, 1488, 2189]
- solution-cell: 8: [1452, 2045, 1470, 2063]
- solution-cell: 9: [1326, 2135, 1344, 2153]
- sudoku-cell[interactable]: 5: [1346, 1962, 1380, 1996]
- sudoku-cell[interactable]: 7: [1313, 1695, 1346, 1729]
- pakaa-col1-text: 'ପକାଅ ମାଟି, ପକାଅ ମାଟି, ପକାଅ ମାଟି' ଏହି ପଦଟି ଆମ ସମାଜରେ ଏକ ପ୍ରଚଳିତ ଉକ୍ତି । କୌଣସି ସମସ୍ୟାକୁ ଚାପି ଦେବା ପାଇଁ ଲୋକମାନେ ଏହାକୁ ବ୍ୟବହାର କରନ୍ତି । ଆଜି ସମାଜର ବିଭିନ୍ନ କ୍ଷେତ୍ରରେ ସମସ୍ୟାର ସମାଧାନ ନକରି ତାକୁ ଲୁଚାଇ ରଖିବାର ପ୍ରବୃତ୍ତି ବଢ଼ିଚାଲିଛି । ରାଜନୈତିକ, ସାମାଜିକ ଓ ଅର୍ଥନୈତିକ କ୍ଷେତ୍ରରେ ଏହି ମନୋବୃତ୍ତି ସ୍ପଷ୍ଟ ଭାବେ ଦେଖାଯାଉଛି । ଦୁର୍ନୀତି, ଅପରାଧ, ଶୋଷଣ ଆଦି ଘଟଣା ଘଟିଲେ ତାହାକୁ ଘୋଡ଼ାଇ ଦେବାକୁ ଚେଷ୍ଟା କରାଯାଉଛି । ଫଳରେ ପ୍ରକୃତ ସତ୍ୟ କେବେ ପଦାକୁ ଆସୁନାହିଁ । ଲୋକମାନେ ମଧ୍ୟ ସମୟ କ୍ରମେ ଏସବୁ ଭୁଲିଯାଉଛନ୍ତି । ଏହି ପ୍ରବୃତ୍ତି ସମାଜ ପାଇଁ ଅତ୍ୟନ୍ତ କ୍ଷତିକାରକ । ଯେଉଁ ସମାଜ ନିଜର ଭୁଲ୍‌କୁ ସ୍ୱୀକାର କରେନାହିଁ, ସେ ସମାଜ କେବେ ଆଗକୁ ବଢ଼ିପାରେ ନାହିଁ । ଅତୀତରେ ଅନେକ ମହାପୁରୁଷ ସତ୍ୟର ପଥ ଅନୁସରଣ କରି ସମାଜକୁ ନୂଆ ଦିଗ ଦେଖାଇଥିଲେ ।: [332, 1048, 692, 1196]
- chauki-col2: [340, 1924, 740, 2314]
- contact-note2: advertisements, commercial queries): [1210, 1430, 1442, 1444]
- sudoku-cell[interactable]: [1213, 1962, 1246, 1996]
- letter-5-headline: ବନ୍ଦ, ହରତାଳ ସବୁ ପ୍ରହସନ: [1150, 1020, 1350, 1042]
- letter-4-body: ଧରିତ୍ରୀ(୩୦୮)ରେ ପ୍ରକାଶିତ ଔଷଧ ଦର ବୃଦ୍ଧି ସମ୍ପର୍କିତ ଖବର ପଢ଼ି ଉଦ୍‌ବେଗ ଲାଗିଲା । ଜୀବନରକ୍ଷାକାରୀ ଔଷଧର ଦର ବଢ଼ିଚାଲିଥିବାରୁ ଗରିବ ରୋଗୀମାନେ ଚିକିତ୍ସା କରାଇ ପାରୁନାହାନ୍ତି । ଔଷଧ କମ୍ପାନୀଗୁଡ଼ିକ ମନଇଚ୍ଛା ଦର ନିର୍ଦ୍ଧାରଣ କରୁଛନ୍ତି । ସରକାର ଜେନେରିକ୍ ଔଷଧ ଯୋଗାଣ ବଢ଼ାଇ ଦର ନିୟନ୍ତ୍ରଣ କରିବା ଉଚିତ ।: [1150, 822, 1493, 895]
- sudoku-cell[interactable]: [1379, 1795, 1413, 1829]
- sudoku-cell[interactable]: [1213, 1695, 1246, 1729]
- jilla-text: ସରକାରୀ ଯୋଜନାର ଲାଭ ପ୍ରକୃତ ହିତାଧିକାରୀଙ୍କ ପାଖରେ ପହଞ୍ଚୁନାହିଁ ବୋଲି ଯାଜପୁର ଜିଲ୍ଲାର ବିଭିନ୍ନ ଅଞ୍ଚଳରୁ ଅଭିଯୋଗ ଆସୁଛି । ଗ୍ରାମାଞ୍ଚଳରେ ଶ୍ରମିକମାନେ ସମୟରେ ମଜୁରି ପାଉନାହାନ୍ତି ଏବଂ କାଗଜପତ୍ରରେ ଅନିୟମିତତା ଦେଖାଯାଉଛି । ଠିକାଦାର ଓ ଅଧିକାରୀଙ୍କ ମିଳିତ ଉଦ୍ୟମରେ ନକଲି ହିସାବ ପ୍ରସ୍ତୁତ କରାଯାଉଥିବା ଅଭିଯୋଗ ହୋଇଛି । ପଞ୍ଚାୟତ ସ୍ତରରେ ଯାଞ୍ଚ କରାଗଲେ ଅନେକ ଅସଙ୍ଗତି ପଦାକୁ ଆସିବ ବୋଲି ସ୍ଥାନୀୟ ଲୋକେ କହୁଛନ୍ତି । ଏହି ସଫେଦ ଠକେଇ ବନ୍ଦ କରିବା ପାଇଁ ପ୍ରଶାସନ ତୁରନ୍ତ ପଦକ୍ଷେପ ନେବା ଉଚିତ । ସାମାଜିକ ଅଡିଟ୍ ବ୍ୟବସ୍ଥାକୁ ସୁଦୃଢ଼ କରି ଗ୍ରାମସଭାରେ ସମସ୍ତ ହିସାବ ଉପସ୍ଥାପନ କରାଯିବା ଆବଶ୍ୟକ । ଦୋଷୀଙ୍କ ବିରୋଧରେ ଆଇନଗତ କାର୍ଯ୍ୟାନୁଷ୍ଠାନ ଗ୍ରହଣ କଲେ ଯୋଜନାର ଉଦ୍ଦେଶ୍ୟ ସଫଳ ହେବ ।: [4, 1048, 318, 1211]
- sudoku-cell[interactable]: [1246, 1862, 1280, 1896]
- lead-col3: [882, 152, 1138, 882]
- sudoku-cell[interactable]: [1279, 1762, 1313, 1796]
- solution-cell: 3: [1470, 2189, 1488, 2207]
- sudoku-cell[interactable]: [1446, 1695, 1480, 1729]
- chauki-col3: [756, 1924, 1138, 2296]
- sudoku-cell[interactable]: 2: [1246, 1795, 1280, 1829]
- chauki-col1b-text: ଚୌକିର କରାମତି ଏମିତି ଯେ ସାଧାରଣ ମଣିଷ ମଧ୍ୟ ଚୌକି ପାଇଲେ ଅସାଧାରଣ ଭାବେ ବ୍ୟବହାର କରେ । ସରକାରୀ କାର୍ଯ୍ୟାଳୟରେ ଛୋଟ ଚୌକିରେ ବସିଥିବା କର୍ମଚାରୀ ମଧ୍ୟ ସାଧାରଣ ଲୋକଙ୍କୁ ଘଣ୍ଟା ଘଣ୍ଟା ଅପେକ୍ଷା କରାନ୍ତି । ଚୌକିର ଗରିମା ରକ୍ଷା କରିବା ସେଥିରେ ବସିଥିବା ବ୍ୟକ୍ତିଙ୍କ ଦାୟିତ୍ୱ । ନମ୍ରତା ଓ ସେବାଭାବ ହିଁ ପ୍ରକୃତ ନେତୃତ୍ୱର ପରିଚୟ ।: [4, 1998, 324, 2087]
- chauki-headline: ଚୌକିର କରାମତି: [480, 1823, 988, 1912]
- solution-cell: 1: [1434, 2171, 1452, 2189]
- solution-cell: 3: [1452, 2117, 1470, 2135]
- sudoku-cell[interactable]: 9: [1279, 1695, 1313, 1729]
- sudoku-cell[interactable]: 1: [1246, 1829, 1280, 1862]
- solution-cell: 9: [1344, 2153, 1362, 2171]
- solution-cell: 4: [1326, 2081, 1344, 2099]
- chauki-col2b-text: ମନ୍ତ୍ରୀଙ୍କ ଚୌକି, ନିଗମର ଓ ବୋର୍ଡର ଅଧ୍ୟକ୍ଷ ଚୌକି, ବିଭିନ୍ନ ବିଭାଗର ମୁଖ୍ୟ ଚୌକି ପାଇଁ ରାଜନୈତିକ ନେତାମାନଙ୍କ ମଧ୍ୟରେ ପ୍ରତିଯୋଗିତା ଲାଗି ରହିଛି । ଚୌକି ପାଇବା ପରେ ଅନେକ ନେତାଙ୍କ ଚରିତ୍ର ବଦଳି ଯାଉଛି । ଜନସେବା ବଦଳରେ ସେମାନେ ନିଜ ସ୍ୱାର୍ଥ ସାଧନରେ ବ୍ୟସ୍ତ ହୋଇପଡ଼ୁଛନ୍ତି । ଚୌକିର ମୋହ ମଣିଷକୁ ଅହଂକାରୀ କରିଦିଏ । ଯେଉଁ ଲୋକମାନେ ଭୋଟ ଦେଇ ନେତା ଚୟନ କରିଥିଲେ, ସେମାନଙ୍କୁ ଭୁଲି ଯାଉଛନ୍ତି । ଏହା ଗଣତନ୍ତ୍ର ପାଇଁ ଶୁଭ ସଙ୍କେତ ନୁହେଁ ।: [340, 2002, 740, 2091]
- section-rule-1: [330, 904, 1138, 906]
- letter-3-author: -ସୁଧାଂଶୁଶେଖର ମହାପାତ୍ର, ନାଳାଗ୍ରିତାମହ, ଭୁବନେଶ୍ୱର: [1253, 665, 1493, 679]
- sudoku-cell[interactable]: 7: [1179, 1962, 1213, 1996]
- dharitri-brand: ଧରିତ୍ରୀ: [1000, 17, 1075, 45]
- sudoku-cell[interactable]: [1379, 1929, 1413, 1962]
- pakaa-footer: ଫକୀରମୋହନ ସ୍ୱୟଂଶାସିତ କଲେଜ, ବାଲେଶ୍ୱର, ମୋ-୯୪୩୭୩୬୬୨୧୯: [831, 1780, 1136, 1793]
- solution-cell: 1: [1344, 2189, 1362, 2207]
- solution-cell: 4: [1362, 2153, 1380, 2171]
- solution-cell: 1: [1416, 2099, 1434, 2117]
- lead-email[interactable]: ଇମେଲ୍: gandhim@nic.in: [998, 884, 1138, 897]
- sudoku-cell[interactable]: [1313, 1862, 1346, 1896]
- solution-cell: 8: [1398, 2171, 1416, 2189]
- sudoku-cell[interactable]: 2: [1213, 1895, 1246, 1929]
- solution-cell: 3: [1344, 2135, 1362, 2153]
- ebharat-title: ଏଇ ଭାରତରେ: [15, 249, 162, 279]
